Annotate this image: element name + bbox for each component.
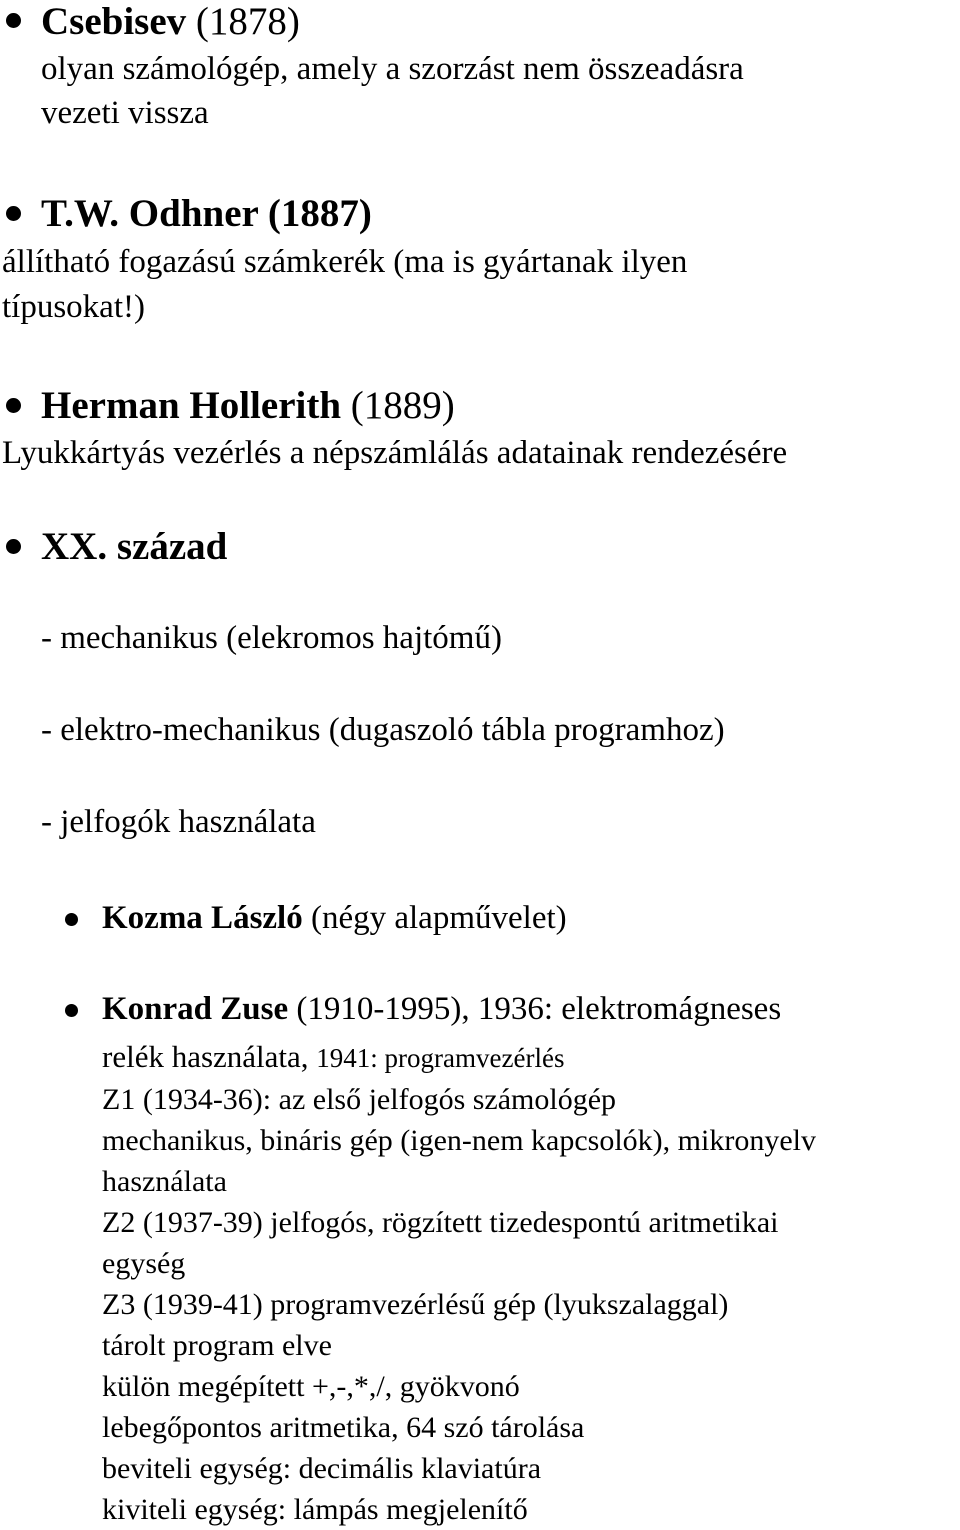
sub-item-text-a: relék használata, [102,1039,317,1074]
sub-item-text: beviteli egység: decimális klaviatúra [102,1452,542,1485]
item-heading [41,2,300,41]
item-text: vezeti vissza [41,95,209,131]
item-text: olyan számológép, amely a szorzást nem összeadásra [41,51,744,87]
item-name: T.W. Odhner (1887) [41,192,372,235]
sub-item-rest: (négy alapművelet) [302,900,567,936]
bullet [6,539,21,554]
sub-item-text: Z1 (1934-36): az első jelfogós számológép [102,1083,617,1116]
item-name: XX. század [41,525,228,568]
sub-item-name: Konrad Zuse [102,991,289,1027]
item-heading [41,527,227,566]
sub-item-rest: (1910-1995), 1936: elektromágneses [288,991,782,1027]
sub-item-text: tárolt program elve [102,1329,332,1362]
item-text: - jelfogók használata [41,804,316,840]
bullet [6,13,21,28]
sub-item-text [102,1041,564,1072]
item-name: Csebisev [41,0,187,43]
sub-item-text: Z3 (1939-41) programvezérlésű gép (lyukszalaggal) [102,1288,729,1321]
bullet [6,206,21,221]
sub-item-name: Kozma László [102,900,303,936]
sub-item-text: kiviteli egység: lámpás megjelenítő [102,1493,528,1526]
sub-item-text: egység [102,1247,186,1280]
item-year: (1878) [186,0,300,43]
item-name: Herman Hollerith [41,384,342,427]
sub-item-heading [102,902,567,935]
sub-item-text: mechanikus, bináris gép (igen-nem kapcsolók), mikronyelv [102,1124,816,1157]
bullet [65,913,78,926]
item-text: - elektro-mechanikus (dugaszoló tábla programhoz) [41,712,725,748]
sub-item-text-b: 1941: programvezérlés [316,1043,565,1073]
bullet [6,398,21,413]
item-heading [41,386,455,425]
sub-item-heading [102,993,781,1026]
sub-item-text: külön megépített +,-,*,/, gyökvonó [102,1370,520,1403]
bullet [65,1004,78,1017]
item-text: - mechanikus (elekromos hajtómű) [41,620,502,656]
sub-item-text: Z2 (1937-39) jelfogós, rögzített tizedespontú aritmetikai [102,1206,779,1239]
item-text: állítható fogazású számkerék (ma is gyártanak ilyen [2,244,688,280]
item-text: Lyukkártyás vezérlés a népszámlálás adatainak rendezésére [2,435,788,471]
item-heading [41,194,372,233]
sub-item-text: lebegőpontos aritmetika, 64 szó tárolása [102,1411,585,1444]
item-text: típusokat!) [2,289,145,325]
sub-item-text: használata [102,1165,227,1198]
item-year: (1889) [341,384,455,427]
